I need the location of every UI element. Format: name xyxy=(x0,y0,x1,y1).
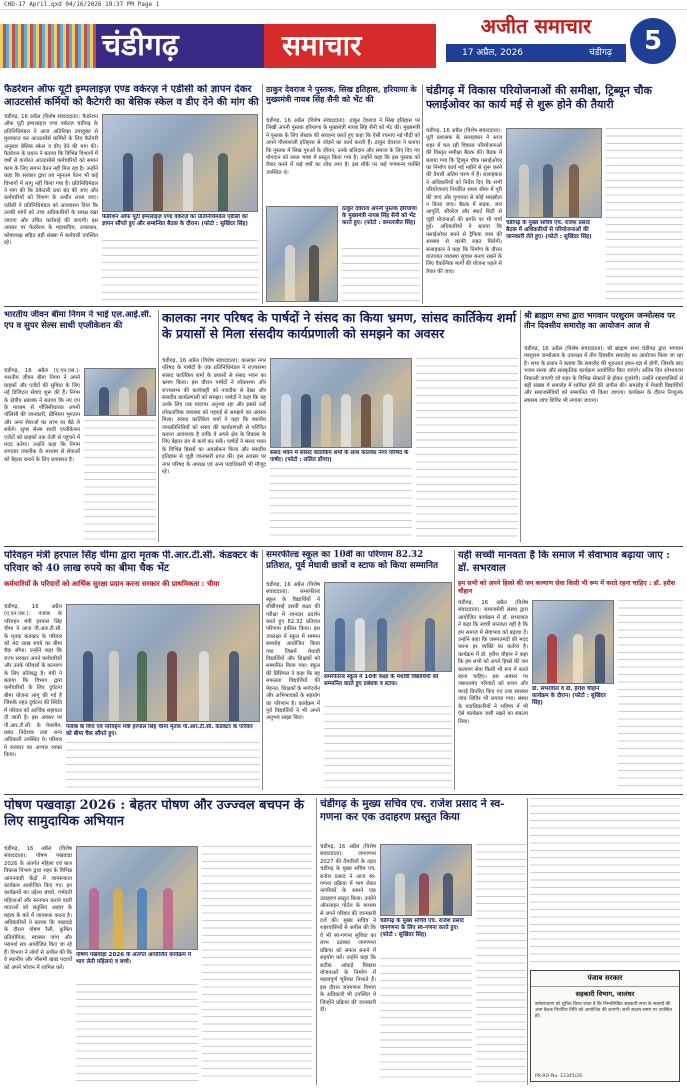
government-advertisement xyxy=(530,970,680,1082)
photo-caption: पंजाब के वित्त एवं परिवहन मंत्री हरपाल सिंह चीमा मृतक पी.आर.टी.सी. कंडक्टर के परिवार को बीमा चैक सौंपते हुए। xyxy=(66,724,253,738)
article-lic-app xyxy=(4,310,156,542)
headline: चंडीगढ़ के मुख्य सचिव एच. राजेश प्रसाद ने स्व-गणना कर एक उदाहरण प्रस्तुत किया xyxy=(320,798,505,824)
section-divider xyxy=(4,794,683,795)
article-photo xyxy=(102,114,258,212)
photo-caption: चंडीगढ़ के मुख्य सचिव एच. राजेश प्रसाद बैठक में अधिकारियों से परियोजनाओं की जानकारी लेते हुए। (फोटो : सुखिंदर सिंह) xyxy=(506,220,592,241)
article-cheema-insurance xyxy=(4,550,260,790)
article-body: चंडीगढ़, 16 अप्रैल (विशेष संवाददाता): कालका नगर परिषद के पार्षदों के एक प्रतिनिधिमंडल ने राज्यसभा सांसद कार्तिकेय शर्मा के प्रयासों से संसद भवन का भ्रमण किया। इस दौरान पार्षदों ने लोकसभा और राज्यसभा की कार्यवाही को नजदीक से देखा और संसदीय कार्यप्रणाली को समझा। पार्षदों ने कहा कि यह उनके लिए एक यादगार अनुभव रहा और इससे उन्हें लोकतांत्रिक व्यवस्था को गहराई से समझने का अवसर मिला। सांसद कार्तिकेय शर्मा ने कहा कि स्थानीय जनप्रतिनिधियों को संसद की कार्यप्रणाली से परिचित कराना आवश्यक है ताकि वे अपने क्षेत्र के विकास के लिए बेहतर ढंग से कार्य कर सकें। पार्षदों ने संसद भवन के विभिन्न हिस्सों का अवलोकन किया और संसदीय इतिहास से जुड़ी जानकारी प्राप्त की। इस अवसर पर नगर परिषद के अध्यक्ष एवं अन्य पदाधिकारी भी मौजूद रहे। xyxy=(162,358,266,476)
article-body-cont xyxy=(606,128,683,302)
article-body-cont xyxy=(618,600,683,788)
article-body: चंडीगढ़, 16 अप्रैल (विशेष संवाददाता): समाजसेवी संस्था द्वारा आयोजित कार्यक्रम में डॉ. सभरवाल ने कहा कि सच्ची मानवता यही है कि हम समाज में सेवाभाव को बढ़ावा दें। उन्होंने कहा कि जरूरतमंदों की मदद करना हर व्यक्ति का कर्तव्य है। कार्यक्रम में डॉ. हरीश चौहान ने कहा कि हम सभी को अपने हिस्से की जन कल्याण सेवा किसी भी रूप में करते रहना चाहिए। इस अवसर पर जरूरतमंद परिवारों को राशन और कपड़े वितरित किए गए तथा स्वास्थ्य जांच शिविर भी लगाया गया। संस्था के पदाधिकारियों ने भविष्य में भी ऐसे कार्यक्रम जारी रखने का संकल्प लिया। xyxy=(458,600,528,725)
article-body-cont xyxy=(270,468,412,540)
masthead xyxy=(0,10,687,72)
photo-caption: ठाकुर देवराज अपनी पुस्तक हरियाणा के मुख्यमंत्री नायब सिंह सैनी को भेंट करते हुए। (फोटो : कमलजीत सिंह) xyxy=(342,206,417,227)
masthead-title xyxy=(96,24,436,68)
article-body: चंडीगढ़, 16 अप्रैल (विशेष संवाददाता): पोषण पखवाड़ा 2026 के अंतर्गत महिला एवं बाल विकास विभाग द्वारा शहर के विभिन्न आंगनवाड़ी केंद्रों में जागरूकता कार्यक्रम आयोजित किए गए। इन कार्यक्रमों का उद्देश्य बच्चों, गर्भवती महिलाओं और स्तनपान कराने वाली माताओं को संतुलित आहार के महत्व के बारे में जागरूक करना है। अधिकारियों ने बताया कि पखवाड़े के दौरान पोषण रैली, कुकिंग प्रतियोगिता, स्वास्थ्य जांच और परामर्श सत्र आयोजित किए जा रहे हैं। विभाग ने लोगों से अपील की कि वे स्थानीय और मौसमी खाद्य पदार्थों को अपने भोजन में शामिल करें। xyxy=(4,846,72,971)
headline: समरफील्ड स्कूल का 10वीं का परिणाम 82.32 प्रतिशत, पूर्व मेधावी छात्रों व स्टाफ को किया सम्मानित xyxy=(266,550,438,571)
ad-title: पंजाब सरकार xyxy=(531,971,679,987)
sub-headline: हम सभी को अपने हिस्से की जन कल्याण सेवा किसी भी रूप में करते रहना चाहिए : डॉ. हरीश चौहान xyxy=(458,580,676,596)
article-body-cont xyxy=(342,248,420,302)
article-poshan-pakhwada xyxy=(4,798,312,1085)
article-body-cont-2 xyxy=(416,358,518,540)
city: चंडीगढ़ xyxy=(589,48,612,58)
headline: यही सच्ची मानवता है कि समाज में सेवाभाव बढ़ाया जाए : डॉ. सभरवाल xyxy=(458,550,670,574)
ad-body: सर्वसाधारण को सूचित किया जाता है कि निम्नलिखित सहकारी सभा के सदस्यों की आम बैठक निर्धारित तिथि को आयोजित की जाएगी। सभी सदस्य समय पर उपस्थित हों। xyxy=(535,1002,673,1019)
article-photo xyxy=(266,206,338,302)
article-body: चंडीगढ़, 16 अप्रैल (विशेष संवाददाता): समरफील्ड स्कूल के विद्यार्थियों ने सीबीएसई दसवीं कक्षा की परीक्षा में शानदार प्रदर्शन करते हुए 82.32 प्रतिशत परिणाम हासिल किया। इस उपलक्ष्य में स्कूल में सम्मान समारोह आयोजित किया गया जिसमें मेधावी विद्यार्थियों और शिक्षकों को सम्मानित किया गया। स्कूल की प्रिंसिपल ने कहा कि यह सफलता विद्यार्थियों की मेहनत, शिक्षकों के मार्गदर्शन और अभिभावकों के सहयोग का परिणाम है। कार्यक्रम में पूर्व विद्यार्थियों ने भी अपने अनुभव साझा किए। xyxy=(266,582,320,722)
article-body: चंडीगढ़, 16 अप्रैल (ए.एन.एस.): भारतीय जीवन बीमा निगम ने अपने ग्राहकों और एजेंटों की सुविधा के लिए नई डिजिटल सेवाएं शुरू की हैं। निगम के क्षेत्रीय प्रबंधक ने बताया कि नए एप के माध्यम से पॉलिसीधारक अपनी पॉलिसी की जानकारी, प्रीमियम भुगतान और अन्य सेवाओं का लाभ घर बैठे ले सकेंगे। सुपर सेल्स साथी एप्लीकेशन एजेंटों को ग्राहकों तक तेजी से पहुंचने में मदद करेगा। उन्होंने कहा कि निगम लगातार तकनीक के माध्यम से सेवाओं को बेहतर बनाने के लिए प्रयासरत है। xyxy=(4,368,80,463)
photo-caption: समरफील्ड स्कूल में 10वीं कक्षा के मेधावी विद्यार्थियों को सम्मानित करते हुए प्रबंधक व स्टाफ। xyxy=(324,674,439,688)
headline: ठाकुर देवराज ने पुस्तक, सिख इतिहास, हरियाणा के मुख्यमंत्री नायब सिंह सैनी को भेंट की xyxy=(266,84,417,104)
headline: भारतीय जीवन बीमा निगम ने भाई एल.आई.सी. एप व सुपर सेल्स साथी एप्लीकेशन की xyxy=(4,310,152,331)
article-body: चंडीगढ़, 16 अप्रैल (विशेष संवाददाता): जनगणना 2027 की तैयारियों के तहत चंडीगढ़ के मुख्य सचिव एच. राजेश प्रसाद ने आज स्व-गणना प्रक्रिया में भाग लेकर नागरिकों के सामने एक उदाहरण प्रस्तुत किया। उन्होंने ऑनलाइन पोर्टल के माध्यम से अपने परिवार की जानकारी दर्ज की। मुख्य सचिव ने शहरवासियों से अपील की कि वे भी स्व-गणना सुविधा का लाभ उठाकर जनगणना प्रक्रिया को सफल बनाने में सहयोग करें। उन्होंने कहा कि सटीक आंकड़े विकास योजनाओं के निर्माण में महत्वपूर्ण भूमिका निभाते हैं। इस दौरान जनगणना विभाग के अधिकारी भी उपस्थित थे जिन्होंने प्रक्रिया की जानकारी दी। xyxy=(320,844,377,1013)
headline: फैडरेशन ऑफ यूटी इम्पलाइज़ एण्ड वर्करज़ ने एडीसी को ज्ञापन देकर आउटसोर्स कर्मियों को कैटेगरी का बेसिक स्केल व डीए देने की मांग की xyxy=(4,84,259,108)
column-divider xyxy=(262,550,263,790)
article-photo xyxy=(270,358,412,448)
article-photo xyxy=(380,844,472,916)
article-body-cont xyxy=(76,984,198,1083)
ad-organization: सहकारी विभाग, जालंधर xyxy=(575,990,635,998)
photo-caption: संसद भवन में सांसद कार्तिकेय शर्मा के साथ कालका नगर परिषद के पार्षद। (फोटो : ललित डोंगरा) xyxy=(270,450,409,464)
article-body-sidecol xyxy=(530,798,680,966)
page-number: 5 xyxy=(630,18,676,64)
article-body: चंडीगढ़, 16 अप्रैल (विशेष संवाददाता): यूटी प्रशासक के सलाहकार ने आज शहर में चल रही विकास परियोजनाओं की विस्तृत समीक्षा बैठक की। बैठक में बताया गया कि ट्रिब्यून चौक फ्लाईओवर का निर्माण कार्य मई महीने से शुरू करने की तैयारी अंतिम चरण में है। सलाहकार ने अधिकारियों को निर्देश दिए कि सभी परियोजनाएं निर्धारित समय सीमा में पूरी की जाएं और गुणवत्ता से कोई समझौता न किया जाए। बैठक में सड़क, जल आपूर्ति, सीवरेज और स्मार्ट सिटी से जुड़ी योजनाओं की प्रगति पर भी चर्चा हुई। अधिकारियों ने बताया कि फ्लाईओवर बनने से ट्रैफिक जाम की समस्या से काफी राहत मिलेगी। सलाहकार ने कहा कि निर्माण के दौरान यातायात व्यवस्था सुचारु बनाए रखने के लिए वैकल्पिक मार्गों की योजना पहले से तैयार की जाए। xyxy=(426,128,502,275)
article-body-cont xyxy=(66,742,260,788)
column-divider xyxy=(422,84,423,304)
article-body-cont-2 xyxy=(202,846,312,1083)
article-body: चंडीगढ़, 16 अप्रैल (विशेष संवाददाता): फैडरेशन ऑफ यूटी इम्पलाइज़ एण्ड वर्करज़ चंडीगढ़ के प्रतिनिधिमंडल ने आज अतिरिक्त उपायुक्त से मुलाकात कर आउटसोर्स कर्मियों के लिए कैटेगरी अनुसार बेसिक स्केल व डीए देने की मांग की। फैडरेशन के प्रधान ने बताया कि विभिन्न विभागों में वर्षों से कार्यरत आउटसोर्स कर्मचारियों को समान काम के लिए समान वेतन नहीं मिल रहा है। उन्होंने कहा कि सरकार द्वारा तय न्यूनतम वेतन भी कई विभागों में लागू नहीं किया गया है। प्रतिनिधिमंडल ने मांग की कि ठेकेदारी प्रथा बंद की जाए और कर्मचारियों को विभाग के अधीन लाया जाए। एडीसी ने प्रतिनिधिमंडल को आश्वासन दिया कि उनकी मांगों को उच्च अधिकारियों के समक्ष रखा जाएगा और उचित कार्रवाई की जाएगी। इस अवसर पर फैडरेशन के महासचिव, उपप्रधान, कोषाध्यक्ष सहित बड़ी संख्या में कर्मचारी उपस्थित रहे। xyxy=(4,114,98,246)
column-divider xyxy=(520,310,521,542)
sub-headline: कर्मचारियों के परिवारों को आर्थिक सुरक्षा प्रदान करना सरकार की प्राथमिकता : चीमा xyxy=(4,580,220,588)
ad-footer: PR-RO-No. 12345/26 xyxy=(535,1074,583,1079)
article-body-cont xyxy=(380,958,472,1083)
article-photo xyxy=(66,604,260,722)
photo-caption: चंडीगढ़ के मुख्य सचिव एच. राजेश प्रसाद जनगणना के लिए स्व-गणना करते हुए। (फोटो : सुखिंदर सिंह) xyxy=(380,918,464,939)
article-development-review xyxy=(426,84,683,304)
article-body: चंडीगढ़, 16 अप्रैल (ए.एन.एस.): पंजाब के परिवहन मंत्री हरपाल सिंह चीमा ने आज पी.आर.टी.सी. के मृतक कंडक्टर के परिवार को 40 लाख रुपये का बीमा चैक सौंपा। उन्होंने कहा कि राज्य सरकार अपने कर्मचारियों और उनके परिवारों के कल्याण के लिए प्रतिबद्ध है। मंत्री ने बताया कि विभाग द्वारा कर्मचारियों के लिए दुर्घटना बीमा योजना लागू की गई है जिसके तहत दुर्घटना की स्थिति में परिवार को आर्थिक सहायता दी जाती है। इस अवसर पर पी.आर.टी.सी. के चेयरमैन, प्रबंध निदेशक तथा अन्य अधिकारी उपस्थित थे। परिवार ने सरकार का आभार व्यक्त किया। xyxy=(4,604,63,759)
article-photo xyxy=(76,846,198,950)
article-sabharwal xyxy=(458,550,683,790)
article-kalka-parliament xyxy=(162,310,518,542)
article-photo xyxy=(532,600,614,684)
column-divider xyxy=(527,798,528,1085)
article-summerfield-result xyxy=(266,550,452,790)
photo-caption: पोषण पखवाड़ा 2026 के अंतर्गत आयोजित कार्यक्रम में भाग लेती महिलाएं व बच्चे। xyxy=(76,952,192,966)
masthead-title-part1: चंडीगढ़ xyxy=(102,28,179,63)
column-divider xyxy=(454,550,455,790)
article-thakur-devraj xyxy=(266,84,420,304)
article-body: चंडीगढ़, 16 अप्रैल (विशेष संवाददाता): ठाकुर देवराज ने सिख इतिहास पर लिखी अपनी पुस्तक हरियाणा के मुख्यमंत्री नायब सिंह सैनी को भेंट की। मुख्यमंत्री ने पुस्तक के लिए लेखक की सराहना करते हुए कहा कि ऐसी रचनाएं नई पीढ़ी को अपने गौरवशाली इतिहास से जोड़ने का कार्य करती हैं। ठाकुर देवराज ने बताया कि पुस्तक में सिख गुरुओं के जीवन, उनके बलिदान और समाज के लिए दिए गए योगदान को सरल भाषा में प्रस्तुत किया गया है। उन्होंने कहा कि इस पुस्तक को तैयार करने में कई वर्षों का शोध लगा है। इस मौके पर कई गणमान्य व्यक्ति उपस्थित थे। xyxy=(266,118,420,176)
section-divider xyxy=(4,306,683,307)
column-divider xyxy=(158,310,159,542)
file-header: CHD-17 April.qxd 04/16/2026 19:37 PM Page 1 xyxy=(0,0,687,10)
column-divider xyxy=(262,84,263,304)
photo-caption: फैडरेशन ऑफ यूटी इम्पलाइज़ एण्ड वर्करज़ का प्रतिनिधिमंडल एडीसी को ज्ञापन सौंपते हुए और सम्बन्धित बैठक के दौरान। (फोटो : सुखिंदर सिंह) xyxy=(102,214,248,228)
article-self-enumeration xyxy=(320,798,526,1085)
date: 17 अप्रैल, 2026 xyxy=(462,48,524,58)
masthead-title-part2: समाचार xyxy=(264,24,436,68)
article-body-cont xyxy=(84,420,156,540)
article-body-cont-2 xyxy=(476,844,526,1083)
headline: परिवहन मंत्री हरपाल सिंह चीमा द्वारा मृतक पी.आर.टी.सी. कंडक्टर के परिवार को 40 लाख रुपये का बीमा चैक भेंट xyxy=(4,550,258,574)
column-divider xyxy=(316,798,317,1085)
article-body-cont xyxy=(324,706,452,788)
brand-name: अजीत समाचार xyxy=(480,14,592,38)
headline: श्री ब्राह्मण सभा द्वारा भगवान परशुराम जन्मोत्सव पर तीन दिवसीय समारोह का आयोजन आज से xyxy=(524,310,675,330)
article-body-cont xyxy=(102,240,258,302)
headline: चंडीगढ़ में विकास परियोजनाओं की समीक्षा, ट्रिब्यून चौक फ्लाईओवर का कार्य मई से शुरू होने की तैयारी xyxy=(426,84,652,111)
masthead-pattern xyxy=(0,24,96,68)
headline: कालका नगर परिषद के पार्षदों ने संसद का किया भ्रमण, सांसद कार्तिकेय शर्मा के प्रयासों से मिला संसदीय कार्यप्रणाली को समझने का अवसर xyxy=(162,310,517,341)
article-photo xyxy=(506,128,602,218)
dateline xyxy=(446,44,626,62)
section-divider xyxy=(4,546,683,547)
headline: पोषण पखवाड़ा 2026 : बेहतर पोषण और उज्ज्वल बचपन के लिए सामुदायिक अभियान xyxy=(4,798,304,830)
article-body: चंडीगढ़, 16 अप्रैल (विशेष संवाददाता): श्री ब्राह्मण सभा चंडीगढ़ द्वारा भगवान परशुराम जन्मोत्सव के उपलक्ष्य में तीन दिवसीय समारोह का आयोजन किया जा रहा है। सभा के प्रधान ने बताया कि समारोह की शुरुआत हवन-यज्ञ से होगी, जिसके बाद भजन संध्या और सांस्कृतिक कार्यक्रम आयोजित किए जाएंगे। अंतिम दिन शोभायात्रा निकाली जाएगी जो शहर के विभिन्न सेक्टरों से होकर गुजरेगी। उन्होंने शहरवासियों से बड़ी संख्या में समारोह में शामिल होने की अपील की। समारोह में मेधावी विद्यार्थियों और समाजसेवियों को सम्मानित भी किया जाएगा। कार्यक्रम के दौरान निःशुल्क स्वास्थ्य जांच शिविर भी लगाया जाएगा। xyxy=(524,346,683,404)
article-photo xyxy=(324,582,452,672)
article-parshuram-jayanti xyxy=(524,310,683,542)
article-photo xyxy=(84,368,156,416)
article-federation xyxy=(4,84,260,304)
photo-caption: डॉ. सभरवाल व डॉ. हरीश चौहान कार्यक्रम के दौरान। (फोटो : सुखिंदर सिंह) xyxy=(532,686,606,707)
